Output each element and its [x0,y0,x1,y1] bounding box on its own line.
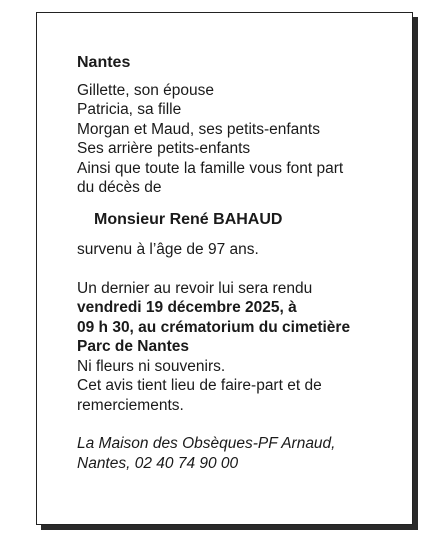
age-line: survenu à l’âge de 97 ans. [77,241,259,258]
family-line: Morgan et Maud, ses petits-enfants [77,120,320,138]
ceremony-intro: Un dernier au revoir lui sera rendu [77,279,313,297]
ceremony-date: vendredi 19 décembre 2025, à [77,299,297,316]
family-line: Ainsi que toute la famille vous font part [77,159,344,177]
note-line: Ni fleurs ni souvenirs. [77,357,226,375]
family-line: du décès de [77,179,162,196]
ceremony-block [77,279,397,357]
funeral-home [77,434,397,473]
ceremony-location: Parc de Nantes [77,338,189,355]
note-line: Cet avis tient lieu de faire-part et de [77,377,322,394]
note-line: remerciements. [77,396,184,414]
funeral-home-contact: Nantes, 02 40 74 90 00 [77,454,239,472]
family-line: Patricia, sa fille [77,101,182,118]
notice-content [77,53,397,473]
city-heading: Nantes [77,54,131,71]
ceremony-time-place: 09 h 30, au crématorium du cimetière [77,318,351,336]
family-line: Gillette, son épouse [77,81,215,99]
notes-block [77,357,397,416]
obituary-notice [36,12,413,525]
family-line: Ses arrière petits-enfants [77,140,251,157]
family-block [77,81,397,198]
deceased-name: Monsieur René BAHAUD [94,210,283,228]
funeral-home-name: La Maison des Obsèques-PF Arnaud, [77,435,336,452]
